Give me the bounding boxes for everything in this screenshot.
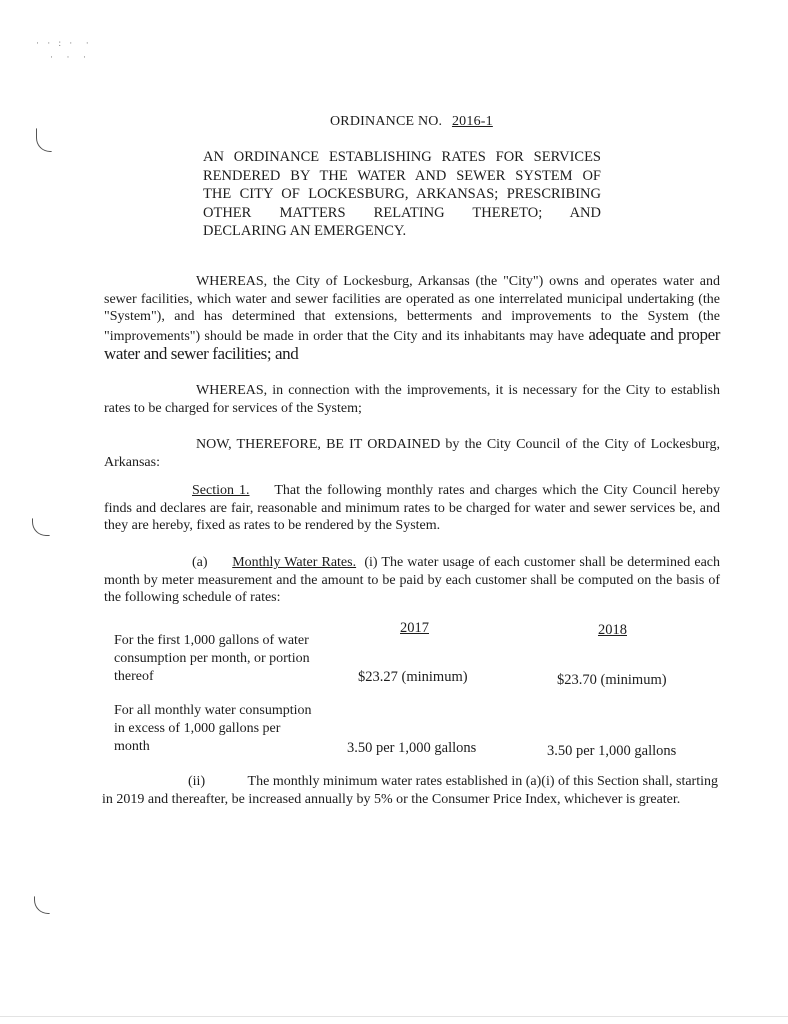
whereas-1-end: adequate and proper water and sewer facilities; and [104, 324, 721, 363]
column-header-2018: 2018 [598, 622, 627, 638]
rate-row-2-2017: 3.50 per 1,000 gallons [347, 740, 477, 756]
heading-line: DECLARING AN EMERGENCY. [203, 223, 407, 239]
subsection-a-text: (i) The water usage of each customer shall be determined each month by meter measurement and the amount to be paid by each customer shall be computed on the basis of the following schedule of rates: [104, 555, 721, 605]
heading-line: OTHER MATTERS RELATING THERETO; AND [203, 204, 601, 221]
section-1-label: Section 1. [192, 483, 250, 498]
section-1-paragraph [104, 482, 720, 535]
rate-row-1-label: For the first 1,000 gallons of water consumption per month, or portion thereof [114, 633, 310, 684]
punch-hole-mark [32, 518, 50, 536]
whereas-2-text: WHEREAS, in connection with the improvements, it is necessary for the City to establish rates to be charged for services of the System; [104, 383, 720, 416]
ordinance-title [330, 114, 493, 130]
column-header-2017: 2017 [400, 620, 429, 636]
subsection-ii-label: (ii) [188, 774, 206, 789]
whereas-1-text: WHEREAS, the City of Lockesburg, Arkansas (the "City") owns and operates water and sewer facilities, which water and sewer facilities are operated as one interrelated municipal undertaking (the "System"), and has determined that extensions, betterments and improvements to the System (the "improvements") should be made in order that the City and its inhabitants may have [104, 274, 720, 344]
subsection-ii-paragraph [102, 773, 718, 808]
subsection-a-title: Monthly Water Rates. [232, 555, 357, 570]
ordinance-heading [203, 148, 601, 241]
subsection-ii-text: The monthly minimum water rates established in (a)(i) of this Section shall, starting in 2019 and thereafter, be increased annually by 5% or the Consumer Price Index, whichever is greater. [102, 774, 718, 807]
heading-line: RENDERED BY THE WATER AND SEWER SYSTEM OF [203, 167, 601, 184]
rate-row-2-2018: 3.50 per 1,000 gallons [547, 743, 677, 759]
now-therefore-text: NOW, THEREFORE, BE IT ORDAINED by the City Council of the City of Lockesburg, Arkansas: [104, 437, 720, 470]
now-therefore-paragraph [104, 436, 720, 471]
scan-speck: · · · [50, 52, 89, 62]
scan-speck: · · : · · [36, 38, 92, 48]
section-1-text: That the following monthly rates and charges which the City Council hereby finds and declares are fair, reasonable and minimum rates to be charged for water and sewer services be, and they are hereby, fixed as rates to be rendered by the System. [104, 483, 720, 533]
heading-line: AN ORDINANCE ESTABLISHING RATES FOR SERVICES [203, 149, 601, 165]
rate-row-1-2018: $23.70 (minimum) [557, 672, 667, 688]
scan-edge [0, 1016, 788, 1017]
whereas-paragraph-2 [104, 382, 720, 417]
ordinance-label: ORDINANCE NO. [330, 114, 443, 129]
punch-hole-mark [36, 128, 52, 152]
whereas-paragraph-1 [104, 273, 720, 365]
rate-row-2-label: For all monthly water consumption in excess of 1,000 gallons per month [114, 703, 312, 754]
subsection-a-paragraph [104, 554, 720, 607]
heading-line: THE CITY OF LOCKESBURG, ARKANSAS; PRESCRIBING [203, 186, 601, 202]
ordinance-number: 2016-1 [451, 114, 493, 129]
rate-row-1-2017: $23.27 (minimum) [358, 669, 468, 685]
punch-hole-mark [34, 896, 50, 914]
subsection-a-label: (a) [192, 555, 208, 570]
